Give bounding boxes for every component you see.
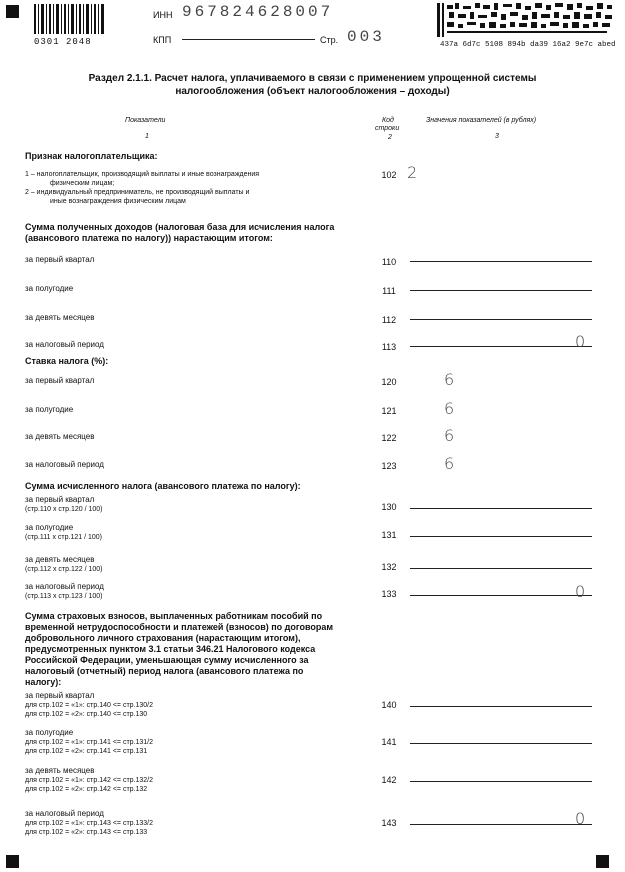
income-row-label: за девять месяцев (25, 313, 95, 322)
insurance-row-formula: для стр.102 = «2»: стр.142 <= стр.132 (25, 786, 148, 793)
insurance-value-line-140[interactable] (410, 706, 592, 707)
insurance-value-143[interactable]: 0 (575, 809, 586, 828)
rate-value-121[interactable]: 6 (444, 399, 455, 418)
rate-value-123[interactable]: 6 (444, 454, 455, 473)
row-code-123: 123 (381, 461, 397, 471)
insurance-row-label: за полугодие (25, 728, 74, 737)
tax-value-line-132[interactable] (410, 568, 592, 569)
page-label: Стр. (320, 35, 339, 45)
insurance-row-formula: для стр.102 = «2»: стр.141 <= стр.131 (25, 748, 148, 755)
income-row-label: за первый квартал (25, 255, 95, 264)
corner-marker (596, 855, 609, 868)
rate-value-120[interactable]: 6 (444, 370, 455, 389)
sign-option-text: 2 – индивидуальный предприниматель, не производящий выплаты и (25, 189, 250, 196)
insurance-row-label: за девять месяцев (25, 766, 95, 775)
sign-value[interactable]: 2 (407, 163, 418, 182)
tax-row-formula: (стр.113 х стр.123 / 100) (25, 593, 103, 600)
income-value-line-111[interactable] (410, 290, 592, 291)
col-header-values: Значения показателей (в рублях) (426, 117, 537, 124)
section-title-line: Раздел 2.1.1. Расчет налога, уплачиваемого в связи с применением упрощенной системы (88, 73, 537, 84)
insurance-heading-line: Сумма страховых взносов, выплаченных работникам пособий по (25, 611, 323, 621)
row-code-140: 140 (381, 700, 397, 710)
income-row-label: за налоговый период (25, 340, 104, 349)
tax-value-133[interactable]: 0 (575, 582, 586, 601)
inn-label: ИНН (153, 10, 173, 20)
sign-option-text: 1 – налогоплательщик, производящий выплаты и иные вознаграждения (25, 171, 260, 178)
rate-row-label: за девять месяцев (25, 432, 95, 441)
insurance-row-formula: для стр.102 = «2»: стр.143 <= стр.133 (25, 829, 148, 836)
barcode-text: 437a 6d7c 5108 894b da39 16a2 9e7c abed (440, 41, 616, 49)
tax-row-formula: (стр.111 х стр.121 / 100) (25, 534, 102, 541)
section-title (40, 72, 585, 98)
row-code-133: 133 (381, 589, 397, 599)
rate-value-122[interactable]: 6 (444, 426, 455, 445)
2d-barcode (437, 3, 617, 37)
insurance-heading-line: Российской Федерации, уменьшающая сумму исчисленного за (25, 655, 309, 665)
insurance-row-label: за налоговый период (25, 809, 104, 818)
col-header-indicators: Показатели (125, 117, 166, 124)
tax-row-label: за полугодие (25, 523, 74, 532)
sign-option-text: физическим лицам; (50, 180, 115, 187)
row-code-121: 121 (381, 406, 397, 416)
sign-option-1 (25, 170, 259, 206)
row-code-120: 120 (381, 377, 397, 387)
rate-heading: Ставка налога (%): (25, 356, 109, 366)
tax-row-label: за налоговый период (25, 582, 104, 591)
insurance-row-formula: для стр.102 = «1»: стр.143 <= стр.133/2 (25, 820, 154, 827)
tax-row-formula: (стр.112 х стр.122 / 100) (25, 566, 103, 573)
tax-row-formula: (стр.110 х стр.120 / 100) (25, 506, 103, 513)
income-row-label: за полугодие (25, 284, 74, 293)
row-code-122: 122 (381, 433, 397, 443)
row-code-143: 143 (381, 818, 397, 828)
income-heading-line: (авансового платежа по налогу)) нарастающим итогом: (25, 233, 273, 243)
rate-row-label: за первый квартал (25, 376, 95, 385)
row-code-111: 111 (382, 286, 396, 296)
tax-heading: Сумма исчисленного налога (авансового платежа по налогу): (25, 481, 301, 491)
sign-option-text: иные вознаграждения физическим лицам (50, 198, 186, 205)
tax-value-line-130[interactable] (410, 508, 592, 509)
col-header-code-2: строки (375, 125, 400, 132)
col-header-code: Код (382, 117, 394, 124)
rate-row-label: за налоговый период (25, 460, 104, 469)
tax-row-label: за первый квартал (25, 495, 95, 504)
form-barcode (34, 4, 106, 34)
insurance-heading-line: добровольного личного страхования (нарастающим итогом), (25, 633, 301, 643)
row-code-110: 110 (381, 257, 397, 267)
row-code-102: 102 (381, 170, 397, 180)
row-code-113: 113 (381, 342, 397, 352)
form-code: 0301 2048 (34, 37, 92, 47)
section-title-line: налогообложения (объект налогообложения – доходы) (175, 86, 450, 97)
col-number-2: 2 (388, 134, 392, 141)
income-value-line-113[interactable] (410, 346, 592, 347)
kpp-label: КПП (153, 35, 172, 45)
insurance-heading-line: налогу): (25, 677, 62, 687)
income-value-113[interactable]: 0 (575, 332, 586, 351)
insurance-heading-line: временной нетрудоспособности и платежей (взносов) по договорам (25, 622, 334, 632)
tax-value-line-131[interactable] (410, 536, 592, 537)
income-value-line-112[interactable] (410, 319, 592, 320)
insurance-row-label: за первый квартал (25, 691, 95, 700)
page-number: 003 (347, 28, 385, 46)
insurance-heading (25, 611, 365, 688)
insurance-value-line-141[interactable] (410, 743, 592, 744)
insurance-heading-line: налоговый (отчетный) период налога (авансового платежа по (25, 666, 304, 676)
corner-marker (6, 5, 19, 18)
insurance-value-line-143[interactable] (410, 824, 592, 825)
row-code-130: 130 (381, 502, 397, 512)
income-heading-line: Сумма полученных доходов (налоговая база для исчисления налога (25, 222, 335, 232)
tax-row-label: за девять месяцев (25, 555, 95, 564)
row-code-142: 142 (381, 775, 397, 785)
insurance-row-formula: для стр.102 = «1»: стр.140 <= стр.130/2 (25, 702, 154, 709)
insurance-value-line-142[interactable] (410, 781, 592, 782)
kpp-field (182, 39, 315, 40)
col-number-1: 1 (145, 133, 149, 140)
income-value-line-110[interactable] (410, 261, 592, 262)
rate-row-label: за полугодие (25, 405, 74, 414)
row-code-141: 141 (381, 737, 397, 747)
insurance-heading-line: предусмотренных пунктом 3.1 статьи 346.21 Налогового кодекса (25, 644, 316, 654)
inn-value: 967824628007 (182, 3, 334, 21)
insurance-row-formula: для стр.102 = «1»: стр.142 <= стр.132/2 (25, 777, 154, 784)
taxpayer-sign-heading: Признак налогоплательщика: (25, 151, 158, 161)
row-code-132: 132 (381, 562, 397, 572)
row-code-131: 131 (381, 530, 397, 540)
income-heading (25, 222, 334, 244)
col-number-3: 3 (495, 133, 499, 140)
insurance-row-formula: для стр.102 = «2»: стр.140 <= стр.130 (25, 711, 148, 718)
insurance-row-formula: для стр.102 = «1»: стр.141 <= стр.131/2 (25, 739, 154, 746)
corner-marker (6, 855, 19, 868)
tax-value-line-133[interactable] (410, 595, 592, 596)
row-code-112: 112 (381, 315, 397, 325)
